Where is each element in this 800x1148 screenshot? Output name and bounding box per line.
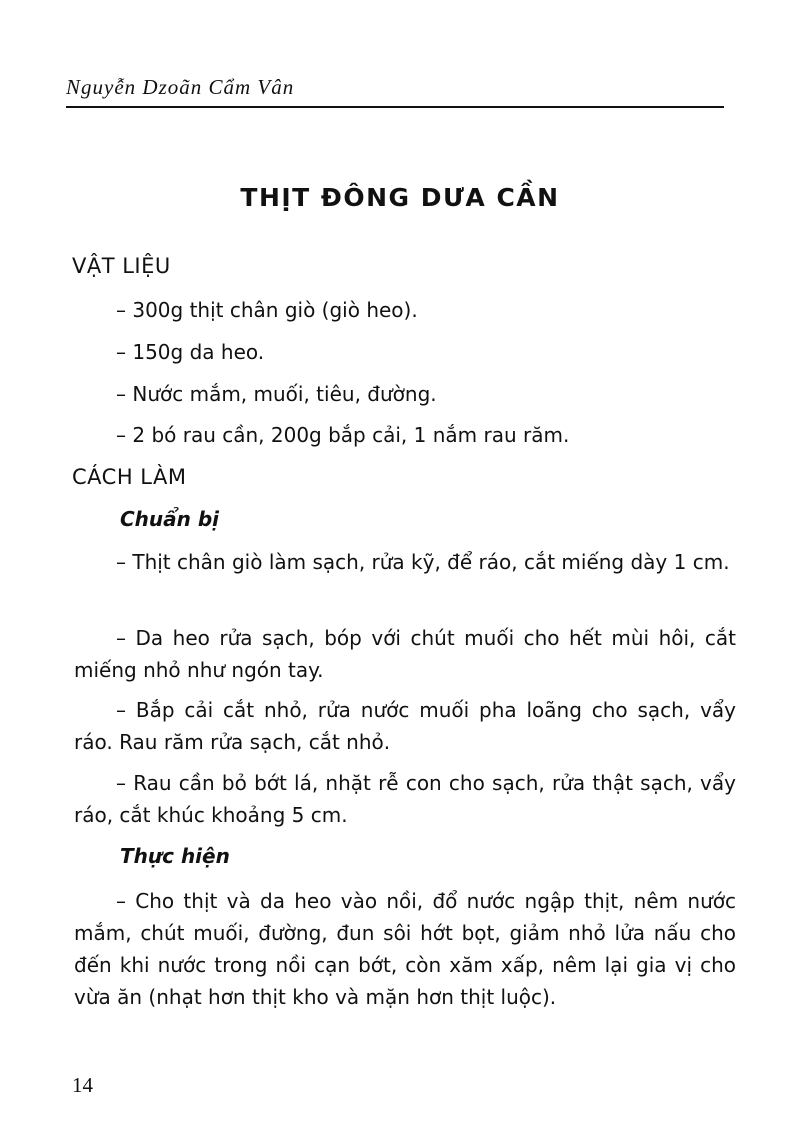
running-header: [66, 72, 724, 108]
prep-paragraph: – Rau cần bỏ bớt lá, nhặt rễ con cho sạch, rửa thật sạch, vẩy ráo, cắt khúc khoảng 5 cm.: [74, 771, 736, 827]
prep-subheading: Chuẩn bị: [120, 507, 220, 531]
materials-item: – 2 bó rau cần, 200g bắp cải, 1 nắm rau răm.: [116, 423, 570, 447]
prep-paragraph: – Bắp cải cắt nhỏ, rửa nước muối pha loãng cho sạch, vẩy ráo. Rau răm rửa sạch, cắt nhỏ.: [74, 698, 736, 754]
recipe-title: THỊT ĐÔNG DƯA CẦN: [240, 183, 560, 212]
page-number: 14: [72, 1073, 93, 1097]
prep-paragraph: – Da heo rửa sạch, bóp với chút muối cho hết mùi hôi, cắt miếng nhỏ như ngón tay.: [74, 626, 736, 682]
method-heading: CÁCH LÀM: [72, 465, 187, 489]
prep-paragraph: – Thịt chân giò làm sạch, rửa kỹ, để ráo, cắt miếng dày 1 cm.: [116, 550, 730, 574]
author-name: Nguyễn Dzoãn Cẩm Vân: [66, 75, 295, 99]
materials-item: – 150g da heo.: [116, 340, 265, 364]
cook-paragraph: – Cho thịt và da heo vào nồi, đổ nước ngập thịt, nêm nước mắm, chút muối, đường, đun sôi hớt bọt, giảm nhỏ lửa nấu cho đến khi nước trong nồi cạn bớt, còn xăm xấp, nêm lại gia vị cho vừa ăn (nhạt hơn thịt kho và mặn hơn thịt luộc).: [74, 889, 736, 1009]
materials-item: – Nước mắm, muối, tiêu, đường.: [116, 382, 437, 406]
materials-item: – 300g thịt chân giò (giò heo).: [116, 298, 418, 322]
cook-subheading: Thực hiện: [120, 844, 230, 868]
materials-heading: VẬT LIỆU: [72, 254, 171, 278]
